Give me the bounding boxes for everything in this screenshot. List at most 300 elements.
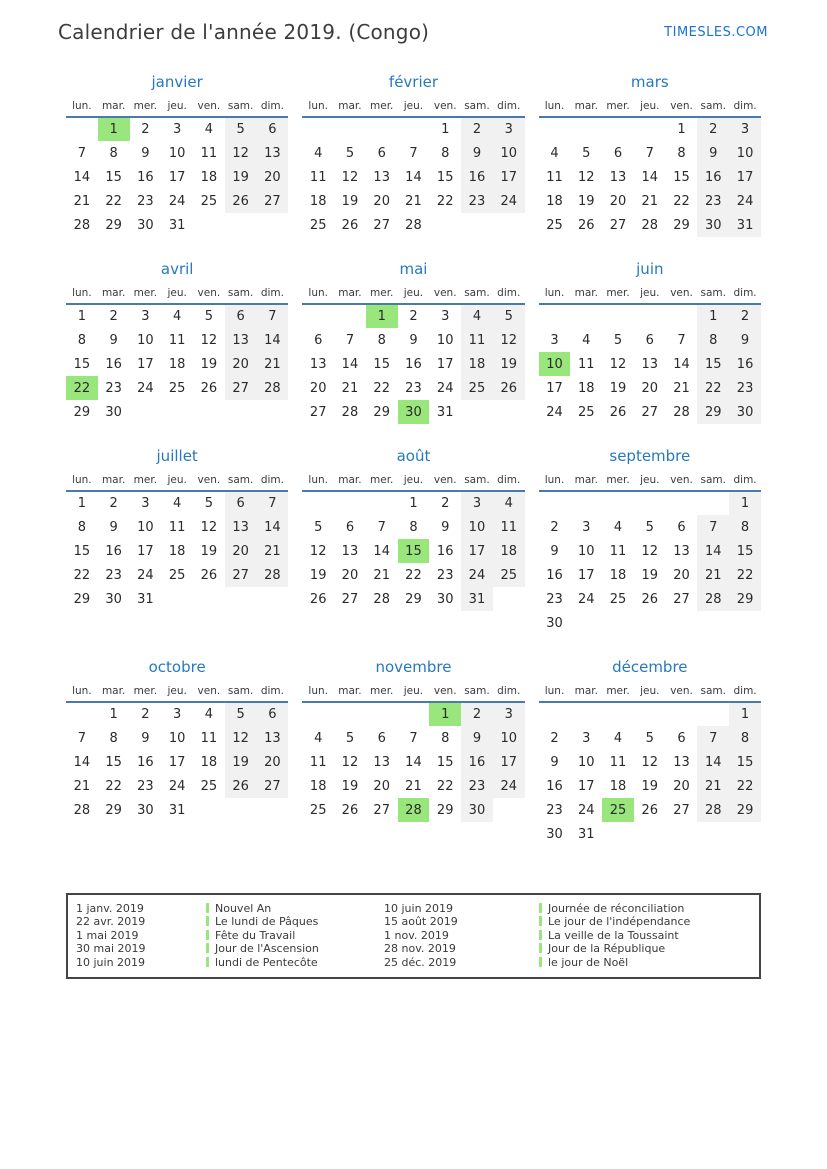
day-cell: 25	[493, 563, 525, 587]
day-cell	[697, 611, 729, 635]
day-cell: 1	[409, 496, 418, 511]
day-cell	[302, 702, 334, 726]
legend-names-column	[539, 902, 753, 969]
day-cell	[429, 213, 461, 237]
month-table	[302, 472, 524, 611]
day-header: jeu.	[167, 100, 187, 112]
day-cell: 26	[309, 591, 327, 607]
day-header: lun.	[308, 685, 328, 697]
day-header: mar.	[101, 100, 126, 112]
day-header: jeu.	[403, 474, 424, 486]
site-link[interactable]: TIMESLES.COM	[664, 25, 768, 40]
day-cell: 15	[373, 356, 390, 372]
day-cell: 16	[697, 165, 729, 189]
month-title: décembre	[612, 658, 688, 676]
holiday-marker-icon	[539, 903, 542, 913]
day-cell: 10	[436, 332, 454, 348]
day-cell: 29	[73, 404, 91, 420]
day-header: mar.	[338, 100, 362, 112]
day-cell: 24	[546, 404, 563, 420]
day-cell	[539, 304, 571, 328]
day-cell: 6	[257, 702, 289, 726]
day-cell: 3	[493, 702, 525, 726]
day-cell: 3	[729, 117, 761, 141]
day-cell: 4	[550, 145, 559, 161]
month-title: avril	[160, 260, 194, 278]
day-cell	[570, 117, 602, 141]
day-cell: 21	[373, 567, 390, 583]
day-cell: 12	[341, 169, 359, 185]
day-cell: 2	[141, 122, 150, 137]
day-cell: 21	[405, 193, 422, 209]
legend-date: 15 août 2019	[384, 915, 458, 929]
day-cell: 17	[137, 543, 154, 559]
day-cell: 6	[314, 332, 323, 348]
day-cell: 19	[200, 356, 218, 372]
day-cell: 26	[609, 404, 627, 420]
day-cell: 9	[141, 145, 150, 161]
legend-dates-column	[384, 902, 539, 969]
day-cell: 25	[168, 567, 186, 583]
holiday-marker-icon	[206, 943, 209, 953]
day-cell: 30	[546, 826, 563, 842]
month-table	[539, 472, 761, 635]
day-cell: 22	[436, 778, 454, 794]
day-cell: 5	[204, 496, 214, 511]
day-cell: 1	[697, 304, 729, 328]
day-header: jeu.	[640, 474, 660, 486]
day-cell	[666, 304, 698, 328]
day-cell: 13	[609, 169, 627, 185]
day-cell: 24	[461, 563, 493, 587]
day-header: sam.	[464, 685, 490, 697]
day-cell: 31	[578, 826, 595, 842]
day-cell: 6	[225, 304, 257, 328]
day-cell: 20	[225, 539, 257, 563]
day-header: mar.	[574, 685, 598, 697]
day-cell: 25	[200, 193, 218, 209]
day-header: mer.	[606, 685, 630, 697]
day-cell: 26	[493, 376, 525, 400]
day-cell: 21	[697, 774, 729, 798]
day-cell: 13	[225, 515, 257, 539]
day-cell: 23	[729, 376, 761, 400]
day-cell: 17	[493, 750, 525, 774]
day-cell: 21	[73, 193, 91, 209]
day-cell	[666, 611, 698, 635]
day-header: mar.	[101, 474, 126, 486]
day-cell	[66, 702, 98, 726]
day-cell: 5	[645, 519, 654, 535]
day-cell: 26	[200, 380, 218, 396]
day-header: jeu.	[640, 685, 660, 697]
day-cell: 31	[461, 587, 493, 611]
day-cell: 24	[168, 778, 186, 794]
day-cell	[334, 702, 366, 726]
day-cell: 24	[493, 189, 525, 213]
day-cell: 14	[73, 754, 91, 770]
day-cell: 13	[341, 543, 359, 559]
day-header: dim.	[260, 685, 284, 697]
day-cell: 20	[673, 778, 690, 794]
day-cell: 28	[641, 217, 659, 233]
day-cell: 11	[546, 169, 563, 185]
month-avril	[66, 260, 288, 424]
day-cell: 17	[578, 567, 595, 583]
month-title: février	[388, 73, 439, 91]
legend-date: 30 mai 2019	[76, 942, 146, 956]
day-cell: 28	[697, 587, 729, 611]
day-cell: 7	[77, 730, 87, 746]
day-cell: 13	[673, 754, 690, 770]
day-cell: 11	[461, 328, 493, 352]
day-cell: 4	[613, 730, 623, 746]
day-cell: 31	[137, 591, 154, 607]
page-header	[0, 0, 827, 44]
day-cell: 7	[345, 332, 355, 348]
day-cell: 30	[137, 802, 154, 818]
day-cell: 12	[493, 328, 525, 352]
day-cell: 22	[105, 193, 122, 209]
day-header: ven.	[197, 474, 221, 486]
day-cell: 30	[105, 404, 122, 420]
day-header: mer.	[370, 474, 394, 486]
day-cell: 7	[409, 730, 418, 746]
day-header: lun.	[544, 100, 565, 112]
day-cell: 26	[341, 802, 359, 818]
day-cell	[729, 611, 761, 635]
day-cell: 17	[436, 356, 454, 372]
day-header: sam.	[227, 685, 254, 697]
day-cell: 24	[168, 193, 186, 209]
day-header: mer.	[606, 474, 630, 486]
day-cell: 18	[609, 567, 627, 583]
day-header: mar.	[338, 474, 362, 486]
day-cell: 11	[200, 145, 218, 161]
day-cell: 18	[309, 778, 327, 794]
day-cell: 23	[405, 380, 422, 396]
day-cell: 19	[493, 352, 525, 376]
day-cell: 21	[673, 380, 690, 396]
day-cell: 13	[257, 726, 289, 750]
day-cell: 6	[225, 491, 257, 515]
day-cell: 23	[137, 778, 154, 794]
day-cell: 21	[257, 539, 289, 563]
legend-holiday-name: Le lundi de Pâques	[206, 915, 384, 928]
day-cell: 5	[204, 309, 214, 324]
day-cell: 29	[373, 404, 390, 420]
day-cell	[257, 798, 289, 822]
day-cell: 22	[673, 193, 690, 209]
day-cell: 7	[645, 145, 654, 161]
day-cell: 23	[461, 189, 493, 213]
day-cell	[602, 702, 634, 726]
day-cell: 1	[77, 309, 87, 324]
day-cell: 18	[609, 778, 627, 794]
month-mars	[539, 73, 761, 237]
day-cell: 5	[225, 702, 257, 726]
day-cell: 15	[105, 754, 122, 770]
day-cell: 11	[609, 543, 627, 559]
legend-holiday-name: Le jour de l'indépendance	[539, 915, 753, 928]
day-cell	[257, 400, 289, 424]
day-cell: 10	[729, 141, 761, 165]
day-cell: 8	[77, 332, 87, 348]
day-cell	[193, 587, 225, 611]
day-cell: 25	[602, 798, 634, 822]
month-novembre	[302, 658, 524, 846]
day-cell	[461, 213, 493, 237]
day-cell: 9	[461, 726, 493, 750]
day-cell: 21	[641, 193, 659, 209]
day-cell	[602, 491, 634, 515]
day-cell	[257, 587, 289, 611]
day-header: mar.	[338, 685, 362, 697]
day-cell: 19	[341, 778, 359, 794]
day-cell: 14	[73, 169, 91, 185]
day-header: jeu.	[640, 100, 660, 112]
day-cell: 5	[493, 304, 525, 328]
day-cell: 28	[398, 798, 430, 822]
day-header: sam.	[464, 474, 490, 486]
day-header: sam.	[464, 100, 490, 112]
day-cell: 26	[200, 567, 218, 583]
month-table	[302, 683, 524, 822]
day-cell: 2	[461, 702, 493, 726]
legend-date: 1 nov. 2019	[384, 928, 449, 942]
day-cell: 5	[613, 332, 623, 348]
day-cell	[602, 822, 634, 846]
day-cell	[366, 491, 398, 515]
day-cell	[602, 117, 634, 141]
day-cell: 15	[673, 169, 690, 185]
month-table	[539, 285, 761, 424]
day-cell: 18	[200, 169, 218, 185]
day-header: sam.	[464, 287, 490, 299]
day-cell: 11	[578, 356, 595, 372]
day-cell: 29	[105, 217, 122, 233]
month-table	[66, 683, 288, 822]
day-cell	[257, 213, 289, 237]
legend-holiday-name: le jour de Noël	[539, 956, 753, 969]
day-header: mar.	[574, 100, 598, 112]
day-cell: 4	[461, 304, 493, 328]
day-header: lun.	[72, 100, 92, 112]
day-cell: 8	[377, 332, 386, 348]
day-cell: 15	[729, 539, 761, 563]
day-cell: 21	[257, 352, 289, 376]
day-header: mar.	[101, 287, 126, 299]
day-cell: 19	[609, 380, 627, 396]
day-cell: 14	[405, 754, 422, 770]
day-cell: 8	[729, 515, 761, 539]
day-cell: 19	[225, 750, 257, 774]
day-cell: 9	[550, 543, 559, 559]
day-cell: 24	[493, 774, 525, 798]
day-cell: 8	[697, 328, 729, 352]
day-cell: 13	[225, 328, 257, 352]
day-cell: 4	[172, 496, 182, 511]
day-cell: 14	[405, 169, 422, 185]
day-cell: 20	[225, 352, 257, 376]
day-cell: 25	[546, 217, 563, 233]
day-header: sam.	[700, 100, 727, 112]
legend-holiday-name: lundi de Pentecôte	[206, 956, 384, 969]
day-cell: 5	[345, 145, 355, 161]
day-cell: 13	[373, 169, 390, 185]
day-cell: 27	[225, 563, 257, 587]
day-cell: 12	[200, 332, 218, 348]
holiday-marker-icon	[539, 930, 542, 940]
day-cell: 2	[461, 117, 493, 141]
day-cell: 14	[257, 328, 289, 352]
day-cell: 19	[341, 193, 359, 209]
day-cell: 15	[73, 543, 91, 559]
day-cell: 20	[373, 778, 390, 794]
day-header: mer.	[370, 287, 394, 299]
day-cell: 26	[225, 774, 257, 798]
day-cell: 5	[582, 145, 591, 161]
day-cell: 9	[550, 754, 559, 770]
day-cell: 20	[373, 193, 390, 209]
day-header: dim.	[260, 474, 284, 486]
day-cell	[493, 213, 525, 237]
day-cell: 14	[257, 515, 289, 539]
day-cell: 24	[578, 802, 595, 818]
holiday-marker-icon	[206, 903, 209, 913]
day-cell: 11	[609, 754, 627, 770]
day-cell: 21	[73, 778, 91, 794]
day-cell: 6	[677, 730, 686, 746]
day-cell: 30	[436, 591, 454, 607]
month-table	[539, 98, 761, 237]
day-cell: 22	[405, 567, 422, 583]
day-cell: 15	[105, 169, 122, 185]
day-cell: 16	[137, 754, 154, 770]
day-header: ven.	[433, 474, 457, 486]
day-cell: 2	[441, 496, 450, 511]
day-cell: 20	[257, 165, 289, 189]
day-cell: 27	[673, 802, 690, 818]
day-cell: 7	[409, 145, 418, 161]
day-cell: 1	[77, 496, 87, 511]
day-cell: 29	[729, 587, 761, 611]
day-cell: 29	[729, 798, 761, 822]
day-cell	[130, 400, 162, 424]
day-header: dim.	[260, 287, 284, 299]
day-cell: 23	[546, 802, 563, 818]
day-cell: 8	[677, 145, 686, 161]
month-décembre	[539, 658, 761, 846]
day-cell: 28	[73, 217, 91, 233]
day-cell: 24	[137, 380, 154, 396]
day-cell: 29	[436, 802, 454, 818]
day-cell: 20	[641, 380, 659, 396]
day-cell	[634, 611, 666, 635]
day-header: ven.	[670, 100, 693, 112]
day-cell: 8	[109, 145, 118, 161]
legend-holiday-name: Jour de la République	[539, 942, 753, 955]
day-cell: 7	[377, 519, 386, 535]
day-cell: 1	[441, 122, 450, 137]
day-cell: 18	[578, 380, 595, 396]
day-cell: 23	[697, 189, 729, 213]
day-cell: 12	[641, 543, 659, 559]
day-cell	[634, 702, 666, 726]
day-cell: 29	[105, 802, 122, 818]
day-cell: 14	[641, 169, 659, 185]
day-cell: 10	[168, 145, 186, 161]
legend-date: 1 janv. 2019	[76, 902, 144, 915]
day-cell: 7	[77, 145, 87, 161]
day-cell: 7	[257, 304, 289, 328]
day-cell: 5	[645, 730, 654, 746]
day-header: lun.	[72, 474, 92, 486]
day-cell: 16	[729, 352, 761, 376]
day-cell: 14	[341, 356, 359, 372]
day-cell: 15	[697, 352, 729, 376]
day-header: ven.	[433, 287, 457, 299]
day-cell	[493, 587, 525, 611]
day-cell: 16	[546, 567, 563, 583]
day-cell: 12	[225, 726, 257, 750]
day-cell: 12	[225, 141, 257, 165]
day-cell: 6	[345, 519, 355, 535]
day-cell: 6	[677, 519, 686, 535]
month-mai	[302, 260, 524, 424]
day-cell: 1	[429, 702, 461, 726]
day-cell: 3	[550, 332, 559, 348]
day-cell: 28	[73, 802, 91, 818]
day-cell: 16	[546, 778, 563, 794]
day-cell: 1	[98, 117, 130, 141]
day-cell: 6	[377, 730, 386, 746]
day-cell: 27	[641, 404, 659, 420]
day-cell	[161, 587, 193, 611]
day-cell: 11	[168, 519, 186, 535]
day-cell: 4	[582, 332, 591, 348]
day-header: mar.	[574, 287, 598, 299]
day-cell: 9	[109, 519, 118, 535]
day-cell: 17	[546, 380, 563, 396]
day-header: sam.	[700, 474, 727, 486]
day-cell: 19	[200, 543, 218, 559]
day-cell: 9	[141, 730, 150, 746]
day-header: sam.	[227, 100, 254, 112]
month-title: juin	[636, 260, 664, 278]
legend-date: 25 déc. 2019	[384, 955, 457, 969]
day-header: jeu.	[167, 474, 187, 486]
month-title: mai	[399, 260, 428, 278]
day-cell: 10	[137, 332, 154, 348]
legend-dates-column	[76, 902, 206, 969]
day-cell	[334, 117, 366, 141]
day-cell	[602, 611, 634, 635]
day-header: jeu.	[640, 287, 660, 299]
day-cell: 28	[257, 376, 289, 400]
day-cell: 18	[168, 543, 186, 559]
day-cell: 24	[578, 591, 595, 607]
day-cell: 19	[225, 165, 257, 189]
page-title: Calendrier de l'année 2019. (Congo)	[58, 20, 430, 44]
day-cell: 28	[405, 217, 422, 233]
day-cell: 9	[441, 519, 450, 535]
day-cell	[666, 822, 698, 846]
day-cell: 20	[257, 750, 289, 774]
day-cell: 10	[539, 352, 571, 376]
day-cell: 4	[172, 309, 182, 324]
day-cell: 30	[105, 591, 122, 607]
